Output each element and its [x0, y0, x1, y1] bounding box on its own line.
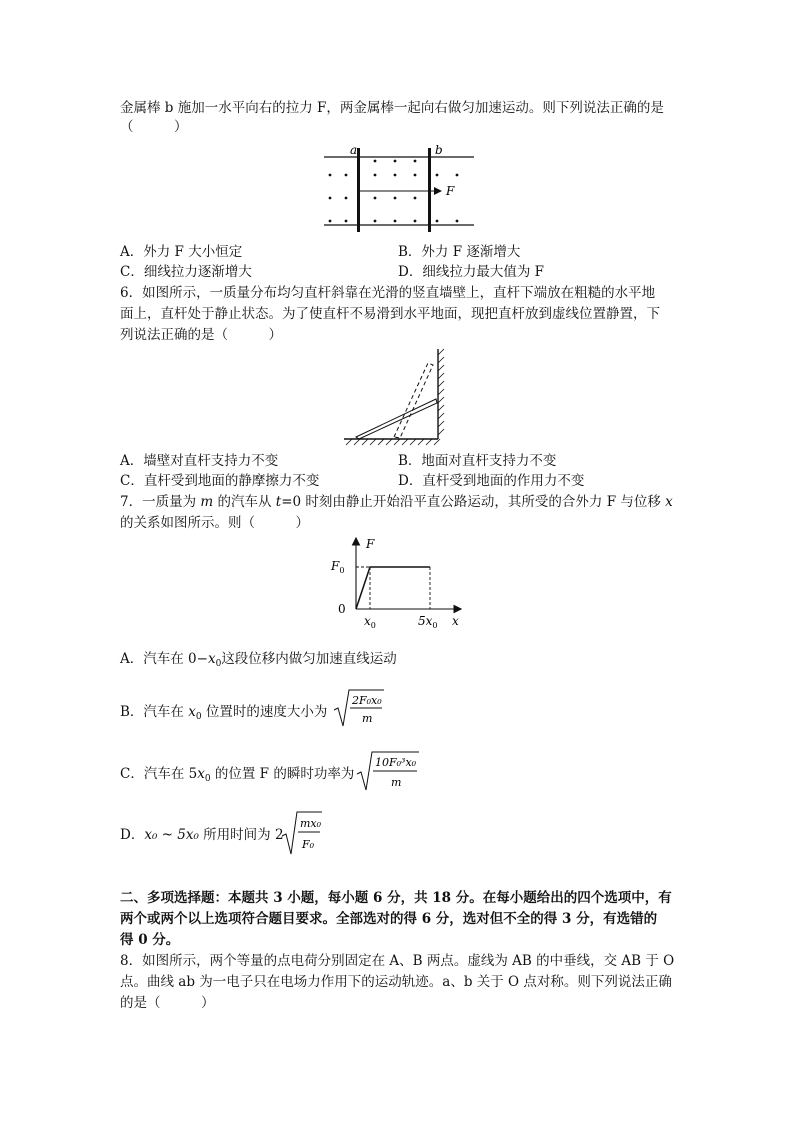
svg-text:m: m: [362, 712, 373, 725]
q5-option-d[interactable]: D．细线拉力最大值为 F: [398, 264, 544, 280]
q5-option-a[interactable]: A．外力 F 大小恒定: [120, 244, 243, 260]
q5-force-arrow: [434, 187, 442, 195]
q7-x-label: x: [452, 614, 459, 628]
q6-option-c[interactable]: C．直杆受到地面的静摩擦力不变: [120, 473, 320, 489]
q7-x-tick1: $x_0$: [364, 614, 376, 630]
q7-option-c[interactable]: C．汽车在 $5x_0$ 的位置 F 的瞬时功率为: [120, 766, 355, 784]
q5-rod-a: [357, 148, 360, 232]
q5-rod-b: [428, 148, 431, 232]
q7-option-c-sqrt: [355, 750, 421, 794]
q7-y-tick: $F_0$: [331, 559, 345, 575]
q7-option-b[interactable]: B．汽车在 $x_0$ 位置时的速度大小为: [120, 704, 328, 722]
q7-option-b-sqrt: [332, 688, 386, 730]
q7-stem-line1: 7．一质量为 m 的汽车从 t=0 时刻由静止开始沿平直公路运动，其所受的合外力 F 与位移 x: [120, 494, 673, 510]
q6-stem-line2: 面上，直杆处于静止状态。为了使直杆不易滑到水平地面，现把直杆放到虚线位置静置，下: [120, 306, 660, 322]
q6-stem-line3: 列说法正确的是（ ）: [120, 327, 282, 343]
q7-graph: [326, 535, 466, 630]
svg-text:mx₀: mx₀: [300, 817, 322, 830]
q8-stem-line2: 点。曲线 ab 为一电子只在电场力作用下的运动轨迹。a、b 关于 O 点对称。则下列说法正确: [120, 974, 672, 990]
q7-x-tick2: $5x_0$: [418, 614, 438, 630]
q5-label-F: F: [446, 184, 455, 198]
section2-heading-line1: 二、多项选择题：本题共 3 小题，每小题 6 分，共 18 分。在每小题给出的四个选项中，有: [120, 890, 672, 906]
q6-wall-hatch: [438, 349, 444, 435]
q7-origin: 0: [338, 602, 346, 616]
svg-text:10F₀³x₀: 10F₀³x₀: [375, 756, 417, 769]
q6-rod-solid: [356, 399, 437, 439]
q5-label-a: a: [350, 143, 358, 157]
q5-stem-line2: （ ）: [120, 119, 188, 135]
q7-option-d[interactable]: D．x₀ ~ 5x₀ 所用时间为 2: [120, 827, 284, 843]
svg-text:m: m: [391, 776, 402, 789]
q7-option-a[interactable]: A．汽车在 $0-x_0$这段位移内做匀加速直线运动: [120, 651, 397, 669]
q6-option-b[interactable]: B．地面对直杆支持力不变: [398, 453, 557, 469]
q8-stem-line3: 的是（ ）: [120, 995, 215, 1011]
svg-text:F₀: F₀: [302, 838, 315, 851]
q5-label-b: b: [435, 143, 443, 157]
q7-force-curve: [356, 567, 430, 609]
q7-stem-line2: 的关系如图所示。则（ ）: [120, 515, 309, 531]
section2-heading-line2: 两个或两个以上选项符合题目要求。全部选对的得 6 分，选对但不全的得 3 分，有选错的: [120, 911, 658, 927]
q7-option-d-sqrt: [280, 810, 324, 858]
q6-ground-hatch: [346, 439, 440, 445]
q5-option-c[interactable]: C．细线拉力逐渐增大: [120, 264, 252, 280]
q6-figure: [340, 345, 450, 445]
q6-option-a[interactable]: A．墙壁对直杆支持力不变: [120, 453, 279, 469]
q5-figure: [320, 143, 480, 231]
q6-rod-dashed: [394, 363, 433, 438]
q6-stem-line1: 6．如图所示，一质量分布均匀直杆斜靠在光滑的竖直墙壁上，直杆下端放在粗糙的水平地: [120, 285, 656, 301]
svg-text:2F₀x₀: 2F₀x₀: [352, 694, 382, 707]
section2-heading-line3: 得 0 分。: [120, 932, 180, 948]
q5-stem-line1: 金属棒 b 施加一水平向右的拉力 F，两金属棒一起向右做匀加速运动。则下列说法正确的是: [120, 100, 664, 116]
q7-y-label: F: [366, 537, 375, 551]
q8-stem-line1: 8．如图所示，两个等量的点电荷分别固定在 A、B 两点。虚线为 AB 的中垂线，交 AB 于 O: [120, 953, 675, 969]
q6-option-d[interactable]: D．直杆受到地面的作用力不变: [398, 473, 585, 489]
q5-option-b[interactable]: B．外力 F 逐渐增大: [398, 244, 521, 260]
